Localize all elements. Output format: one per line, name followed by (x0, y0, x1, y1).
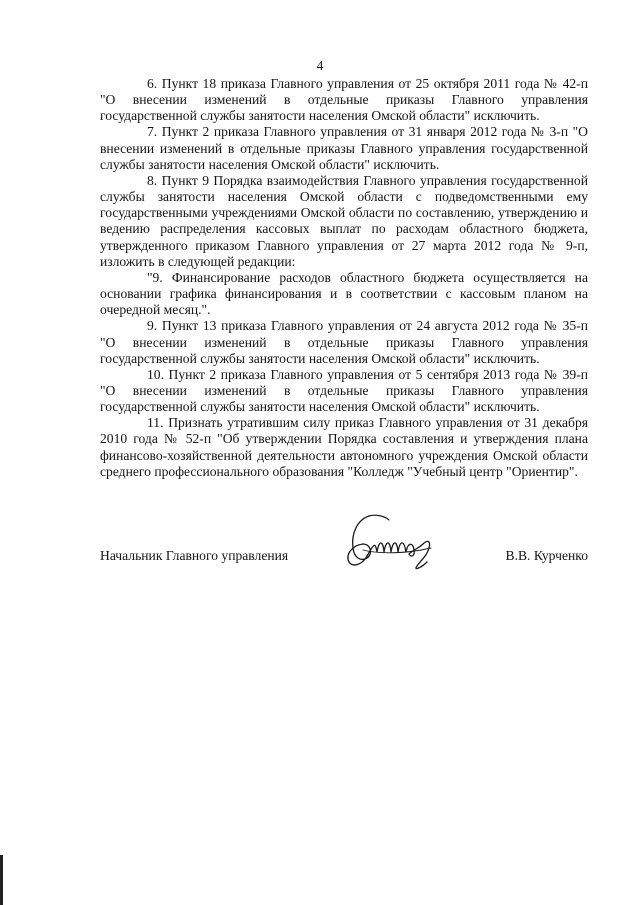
paragraph-6: 6. Пункт 18 приказа Главного управления от 25 октября 2011 года № 42-п "О внесении изменений в отдельные приказы Главного управления государственной службы занятости населения Омской области" исключить. (100, 76, 588, 124)
paragraph-7: 7. Пункт 2 приказа Главного управления от 31 января 2012 года № 3-п "О внесении изменений в отдельные приказы Главного управления государственной службы занятости населения Омской области" исключить. (100, 124, 588, 172)
paragraph-9: 9. Пункт 13 приказа Главного управления от 24 августа 2012 года № 35-п "О внесении изменений в отдельные приказы Главного управления государственной службы занятости населения Омской области" исключить. (100, 318, 588, 366)
signer-name: В.В. Курченко (505, 548, 588, 563)
paragraph-10: 10. Пункт 2 приказа Главного управления от 5 сентября 2013 года № 39-п "О внесении изменений в отдельные приказы Главного управления государственной службы занятости населения Омской области" исключить. (100, 366, 588, 415)
scan-edge-mark (0, 855, 3, 905)
paragraph-11: 11. Признать утратившим силу приказ Главного управления от 31 декабря 2010 года № 52-п "Об утверждении Порядка составления и утверждения плана финансово-хозяйственной деятельности автономного учреждения Омской области среднего профессионального образования "Колледж "Учебный центр "Ориентир". (100, 415, 588, 479)
signer-title: Начальник Главного управления (100, 548, 289, 563)
signature-block (100, 548, 588, 568)
paragraph-8-quote: "9. Финансирование расходов областного бюджета осуществляется на основании графика финансирования и в соответствии с кассовым планом на очередной месяц.". (100, 269, 588, 318)
paragraph-8: 8. Пункт 9 Порядка взаимодействия Главного управления государственной службы занятости населения Омской области с подведомственными ему государственными учреждениями Омской области по составлению, утверждению и ведению распределения кассовых выплат по расходам областного бюджета, утвержденного приказом Главного управления от 27 марта 2012 года № 9-п, изложить в следующей редакции: (100, 172, 588, 269)
document-body (100, 76, 588, 480)
page-number: 4 (316, 58, 324, 73)
